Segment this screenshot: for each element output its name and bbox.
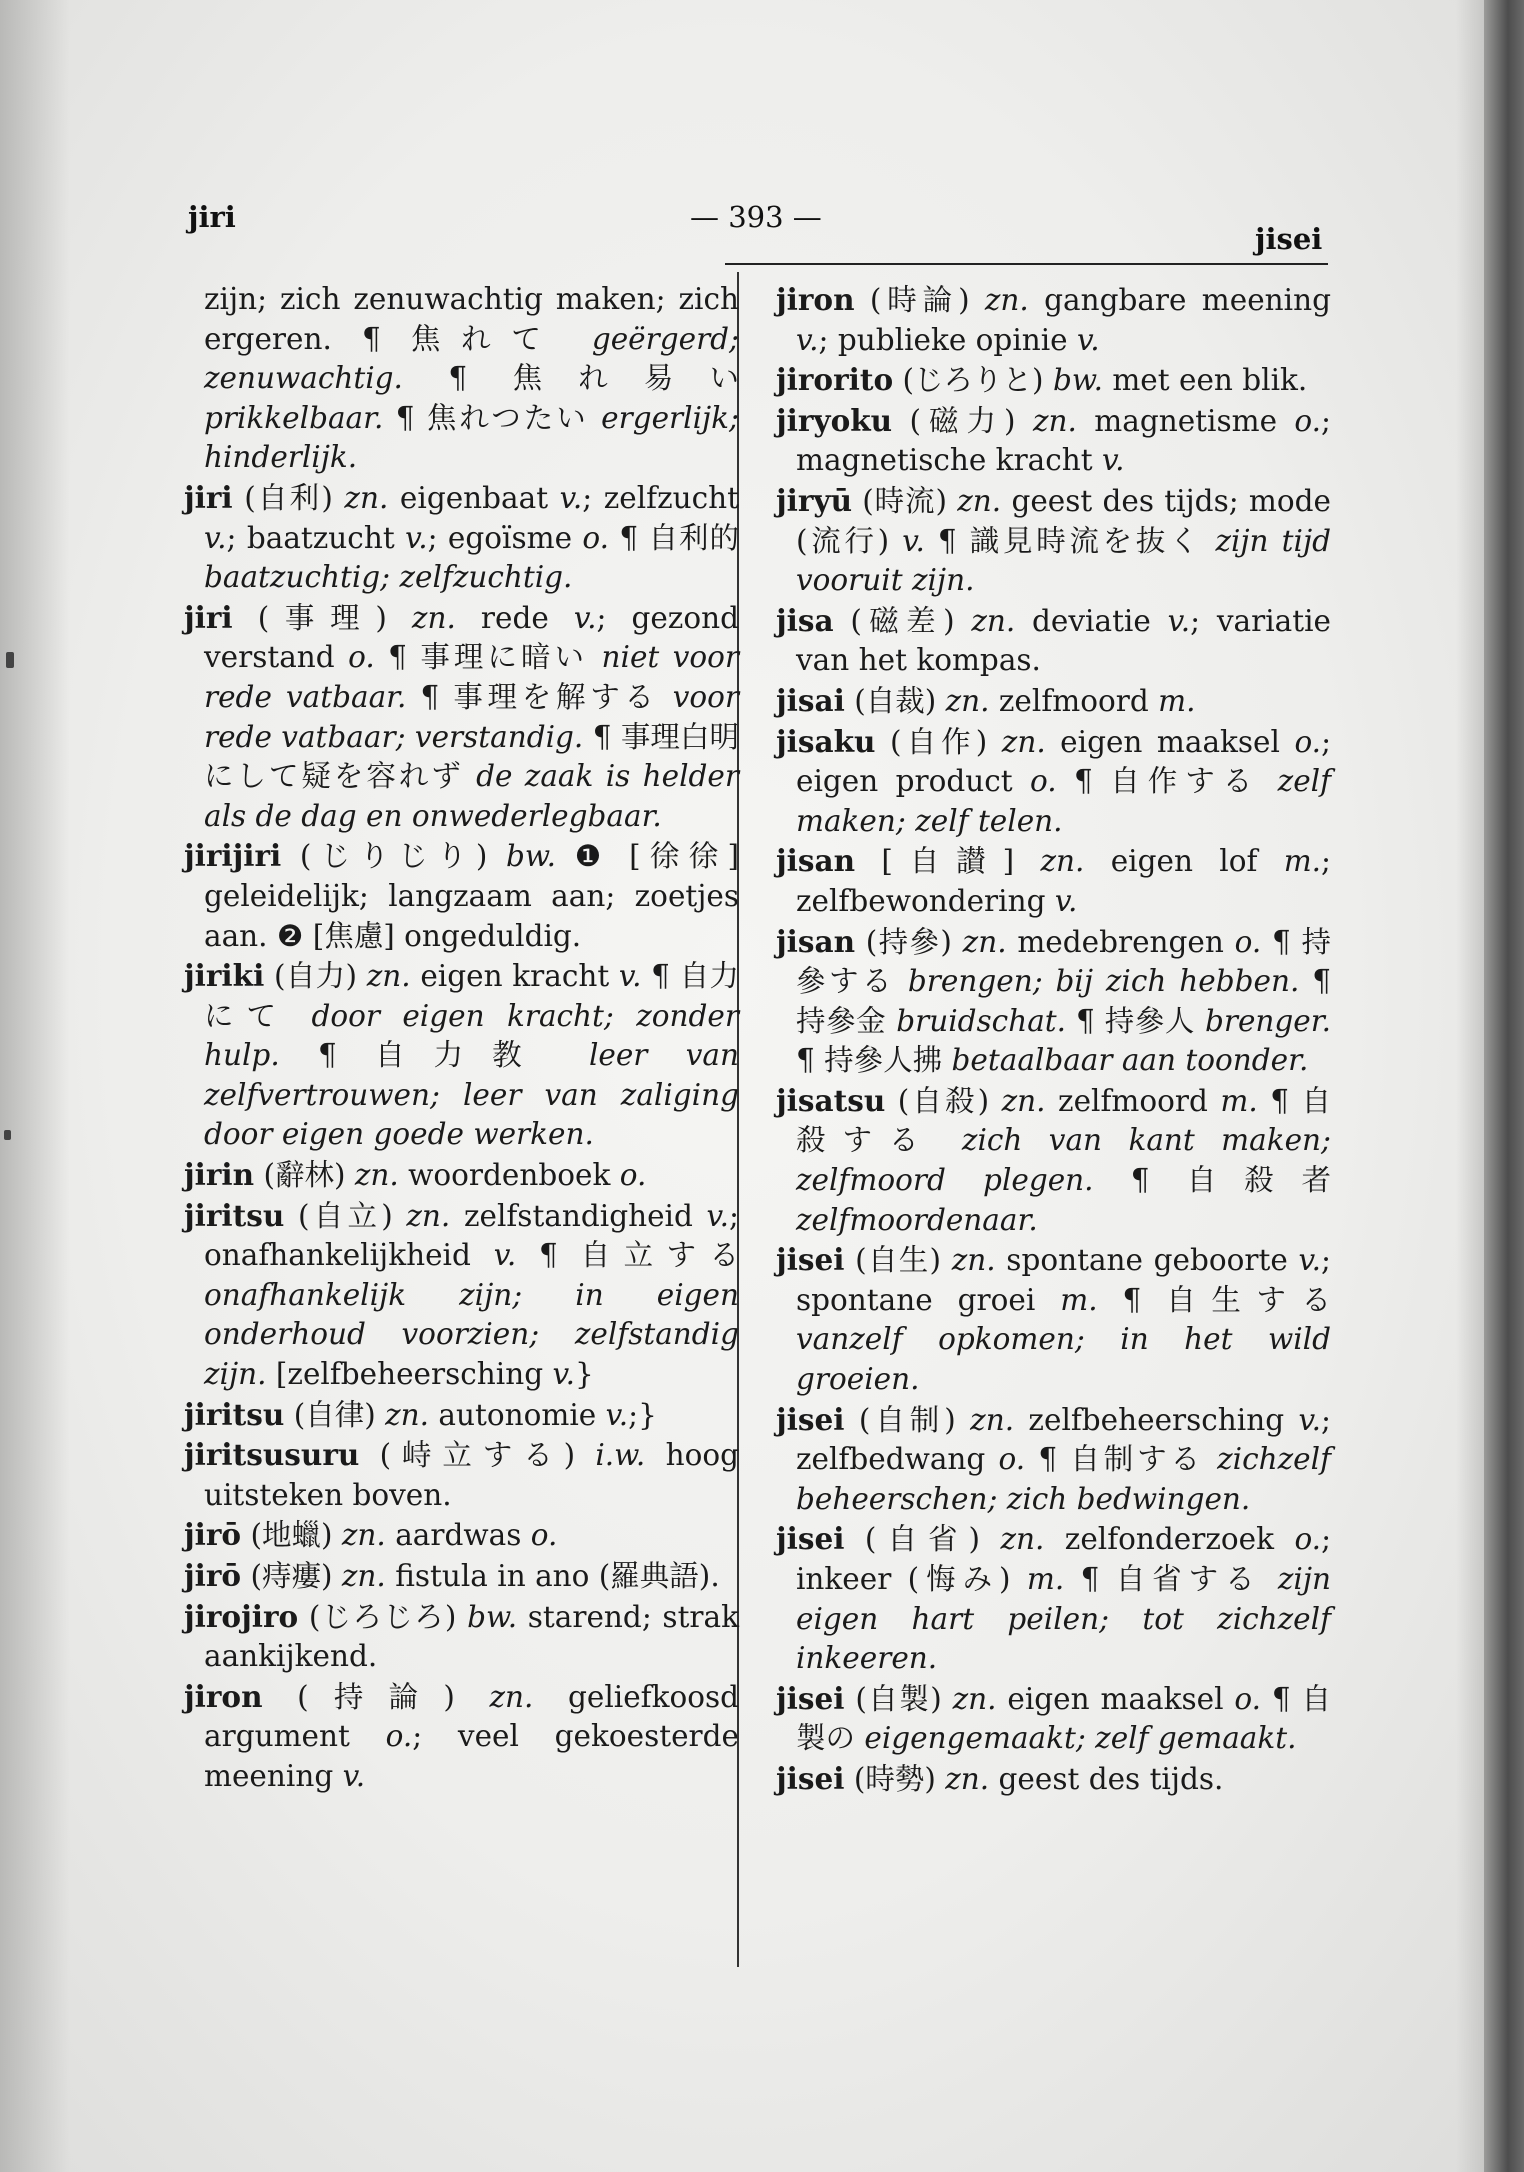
dictionary-entry: jisei (自生) zn. spontane geboorte v.; spontane groei m. ¶ 自生する vanzelf opkomen; in het wild groeien.: [776, 1242, 1331, 1397]
dictionary-entry: jisei (自制) zn. zelfbeheersching v.; zelfbedwang o. ¶ 自制する zichzelf beheerschen; zich bedwingen.: [776, 1401, 1331, 1516]
margin-mark: [6, 652, 14, 668]
right-guide-word: jisei: [1255, 222, 1323, 256]
dictionary-entry: jiron (持論) zn. geliefkoosd argument o.; veel gekoesterde meening v.: [184, 1678, 739, 1793]
dictionary-entry: jisai (自裁) zn. zelfmoord m.: [776, 682, 1196, 718]
dictionary-entry: jirojiro (じろじろ) bw. starend; strak aankijkend.: [184, 1598, 739, 1674]
dictionary-entry: jisei (自省) zn. zelfonderzoek o.; inkeer (悔み) m. ¶ 自省する zijn eigen hart peilen; tot zichzelf inkeeren.: [776, 1521, 1332, 1676]
dictionary-entry: zijn; zich zenuwachtig maken; zich ergeren. ¶ 焦れて geërgerd; zenuwachtig. ¶ 焦れ易い prikkelbaar. ¶ 焦れつたい ergerlijk; hinderlijk.: [204, 282, 739, 475]
dictionary-entry: jiritsu (自立) zn. zelfstandigheid v.; onafhankelijkheid v. ¶ 自立する onafhankelijk zijn; in eigen onderhoud voorzien; zelfstandig zijn. [zelfbeheersching v.}: [184, 1197, 739, 1392]
margin-mark: [4, 1130, 11, 1140]
page-number: — 393 —: [690, 200, 822, 234]
dictionary-entry: jirijiri (じりじり) bw. ❶ [徐徐] geleidelijk; langzaam aan; zoetjes aan. ❷ [焦慮] ongeduldig.: [184, 838, 739, 953]
gutter-shadow: [0, 0, 70, 2172]
dictionary-entry: jisatsu (自殺) zn. zelfmoord m. ¶ 自殺する zich van kant maken; zelfmoord plegen. ¶ 自殺者 zelfmoordenaar.: [776, 1082, 1331, 1237]
dictionary-entry: jiritsusuru (峙立する) i.w. hoog uitsteken boven.: [184, 1437, 739, 1512]
dictionary-entry: jisa (磁差) zn. deviatie v.; variatie van het kompas.: [776, 602, 1331, 678]
dictionary-entry: jirō (痔瘻) zn. fistula in ano (羅典語).: [184, 1558, 720, 1593]
dictionary-entry: jisei (時勢) zn. geest des tijds.: [776, 1760, 1224, 1796]
header-rule: [725, 263, 1328, 265]
dictionary-entry: jiron (時論) zn. gangbare meening v.; publieke opinie v.: [776, 282, 1331, 357]
dictionary-entry: jisan (持參) zn. medebrengen o. ¶ 持參する brengen; bij zich hebben. ¶ 持參金 bruidschat. ¶ 持參人 brenger. ¶ 持參人拂 betaalbaar aan toonder.: [776, 923, 1331, 1078]
page-edge-shadow: [1456, 0, 1484, 2172]
dictionary-entry: jirorito (じろりと) bw. met een blik.: [776, 362, 1308, 398]
dictionary-entry: jiritsu (自律) zn. autonomie v.;}: [184, 1396, 657, 1432]
left-guide-word: jiri: [188, 200, 236, 234]
right-column: [776, 280, 1331, 1800]
dictionary-entry: jiriki (自力) zn. eigen kracht v. ¶ 自力にて door eigen kracht; zonder hulp. ¶ 自力教 leer van zelfvertrouwen; leer van zaliging door eigen goede werken.: [184, 958, 739, 1152]
book-edge: [1484, 0, 1524, 2172]
dictionary-entry: jisan [自讃] zn. eigen lof m.; zelfbewondering v.: [776, 843, 1331, 918]
dictionary-entry: jisaku (自作) zn. eigen maaksel o.; eigen product o. ¶ 自作する zelf maken; zelf telen.: [776, 723, 1332, 838]
dictionary-entry: jisei (自製) zn. eigen maaksel o. ¶ 自製の eigengemaakt; zelf gemaakt.: [776, 1680, 1332, 1756]
dictionary-entry: jiri (事理) zn. rede v.; gezond verstand o. ¶ 事理に暗い niet voor rede vatbaar. ¶ 事理を解する voor rede vatbaar; verstandig. ¶ 事理白明にして疑を容れず de zaak is helder als de dag en onwederlegbaar.: [184, 599, 740, 833]
dictionary-entry: jiri (自利) zn. eigenbaat v.; zelfzucht v.; baatzucht v.; egoïsme o. ¶ 自利的 baatzuchtig; zelfzuchtig.: [184, 479, 739, 595]
dictionary-entry: jirin (辭林) zn. woordenboek o.: [184, 1157, 647, 1193]
left-column: [184, 280, 739, 1797]
dictionary-entry: jiryū (時流) zn. geest des tijds; mode (流行) v. ¶ 識見時流を抜く zijn tijd vooruit zijn.: [776, 482, 1331, 598]
dictionary-entry: jiryoku (磁力) zn. magnetisme o.; magnetische kracht v.: [776, 402, 1331, 478]
dictionary-entry: jirō (地蠟) zn. aardwas o.: [184, 1517, 558, 1553]
